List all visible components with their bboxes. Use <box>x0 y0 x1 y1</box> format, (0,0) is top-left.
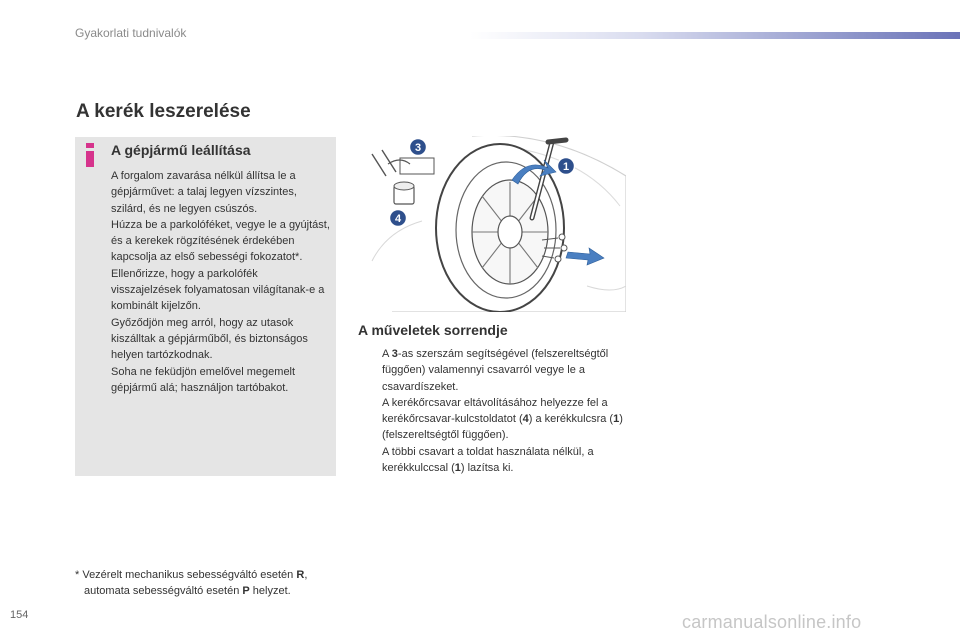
info-box <box>75 137 336 476</box>
steps-heading: A műveletek sorrendje <box>358 322 508 338</box>
hub <box>498 216 522 248</box>
info-icon <box>85 143 95 167</box>
page-number: 154 <box>10 609 29 621</box>
list-item: A többi csavart a toldat használata nélkül, a kerékkulccsal (1) lazítsa ki. <box>382 445 594 475</box>
callout-1: 1 <box>562 161 570 173</box>
info-heading: A gépjármű leállítása <box>111 142 251 158</box>
callout-badge <box>390 210 407 227</box>
callout-badge <box>558 158 575 175</box>
info-paragraph: Győződjön meg arról, hogy az utasok kiszálltak a gépjárműből, és biztonságos helyen tartózkodnak. <box>111 316 308 362</box>
steps-list <box>361 346 631 476</box>
watermark: carmanualsonline.info <box>682 612 862 632</box>
info-paragraph: A forgalom zavarása nélkül állítsa le a gépjárművet: a talaj legyen vízszintes, szilárd, és ne legyen csúszós. <box>111 170 297 215</box>
list-item: A 3-as szerszám segítségével (felszereltségtől függően) valamennyi csavarról vegye le a csavardíszeket. <box>382 348 609 393</box>
callout-badge <box>410 139 427 156</box>
list-item: A kerékőrcsavar eltávolításához helyezze fel a kerékőrcsavar-kulcstoldatot (4) a kerékkulcsra (1) (felszereltségtől függően). <box>382 396 623 442</box>
footnote: * Vezérelt mechanikus sebességváltó esetén R, automata sebességváltó esetén P helyzet. <box>75 569 308 597</box>
info-paragraph: Ellenőrizze, hogy a parkolófék visszajelzések folyamatosan világítanak-e a kombinált kijelzőn. <box>111 267 325 313</box>
section-title: A kerék leszerelése <box>76 101 251 122</box>
header-gradient-bar <box>470 32 960 39</box>
info-paragraph: Soha ne feküdjön emelővel megemelt gépjármű alá; használjon tartóbakot. <box>111 365 296 394</box>
header-title: Gyakorlati tudnivalók <box>75 26 187 40</box>
tool-3 <box>400 158 434 174</box>
info-text <box>111 168 331 396</box>
callout-4: 4 <box>394 213 402 225</box>
callout-3: 3 <box>414 142 422 154</box>
info-paragraph: Húzza be a parkolóféket, vegye le a gyújtást, és a kerekek rögzítésének érdekében kapcsolja az első sebességi fokozatot*. <box>111 218 330 264</box>
removal-arrow <box>566 248 604 265</box>
wheel-removal-illustration <box>352 136 626 312</box>
